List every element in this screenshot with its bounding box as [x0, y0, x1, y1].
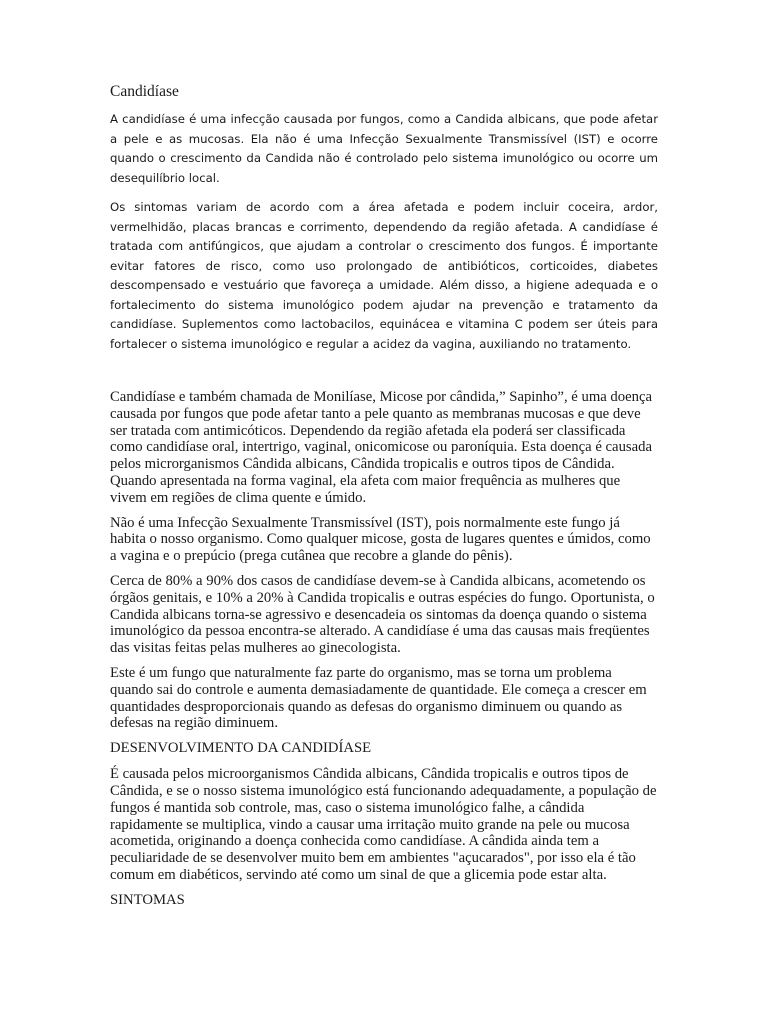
symptoms-heading: SINTOMAS [110, 891, 185, 908]
body-paragraph-3: Cerca de 80% a 90% dos casos de candidíase devem-se à Candida albicans, acometendo os órgãos genitais, e 10% a 20% à Candida tropicalis e outras espécies do fungo. Oportunista, o Candida albicans torna-se agressivo e desencadeia os sintomas da doença quando o sistema imunológico da pessoa encontra-se alterado. A candidíase é uma das causas mais freqüentes das visitas feitas pelas mulheres ao ginecologista. [110, 572, 655, 657]
development-heading: DESENVOLVIMENTO DA CANDIDÍASE [110, 740, 372, 757]
intro-paragraph-2: Os sintomas variam de acordo com a área afetada e podem incluir coceira, ardor, vermelhidão, placas brancas e corrimento, dependendo da região afetada. A candidíase é tratada com antifúngicos, que ajudam a controlar o crescimento dos fungos. É importante evitar fatores de risco, como uso prolongado de antibióticos, corticoides, diabetes descompensado e vestuário que favoreça a umidade. Além disso, a higiene adequada e o fortalecimento do sistema imunológico podem ajudar na prevenção e tratamento da candidíase. Suplementos como lactobacilos, equinácea e vitamina C podem ser úteis para fortalecer o sistema imunológico e regular a acidez da vagina, auxiliando no tratamento. [110, 200, 658, 351]
document-title: Candidíase [110, 83, 179, 100]
development-paragraph: É causada pelos microorganismos Cândida albicans, Cândida tropicalis e outros tipos de Cândida, e se o nosso sistema imunológico está funcionando adequadamente, a população de fungos é mantida sob controle, mas, caso o sistema imunológico falhe, a cândida rapidamente se multiplica, vindo a causar uma irritação muito grande na pele ou mucosa acometida, originando a doença conhecida como candidíase. A cândida ainda tem a peculiaridade de se desenvolver muito bem em ambientes "açucarados", por isso ela é tão comum em diabéticos, servindo até como um sinal de que a glicemia pode estar alta. [110, 766, 657, 883]
body-paragraph-4: Este é um fungo que naturalmente faz parte do organismo, mas se torna um problema quando sai do controle e aumenta demasiadamente de quantidade. Ele começa a crescer em quantidades desproporcionais quando as defesas do organismo diminuem ou quando as defesas na região diminuem. [110, 664, 647, 732]
section-spacer [110, 364, 658, 389]
document-page [110, 82, 658, 918]
body-paragraph-1: Candidíase e também chamada de Monilíase, Micose por cândida,” Sapinho”, é uma doença causada por fungos que pode afetar tanto a pele quanto as membranas mucosas e que deve ser tratada com antimicóticos. Dependendo da região afetada ela poderá ser classificada como candidíase oral, intertrigo, vaginal, onicomicose ou paroníquia. Esta doença é causada pelos microrganismos Cândida albicans, Cândida tropicalis e outros tipos de Cândida. Quando apresentada na forma vaginal, ela afeta com maior frequência as mulheres que vivem em regiões de clima quente e úmido. [110, 389, 653, 506]
intro-paragraph-1: A candidíase é uma infecção causada por fungos, como a Candida albicans, que pode afetar a pele e as mucosas. Ela não é uma Infecção Sexualmente Transmissível (IST) e ocorre quando o crescimento da Candida não é controlado pelo sistema imunológico ou ocorre um desequilíbrio local. [110, 112, 658, 185]
body-paragraph-2: Não é uma Infecção Sexualmente Transmissível (IST), pois normalmente este fungo já habita o nosso organismo. Como qualquer micose, gosta de lugares quentes e úmidos, como a vagina e o prepúcio (prega cutânea que recobre a glande do pênis). [110, 514, 651, 565]
